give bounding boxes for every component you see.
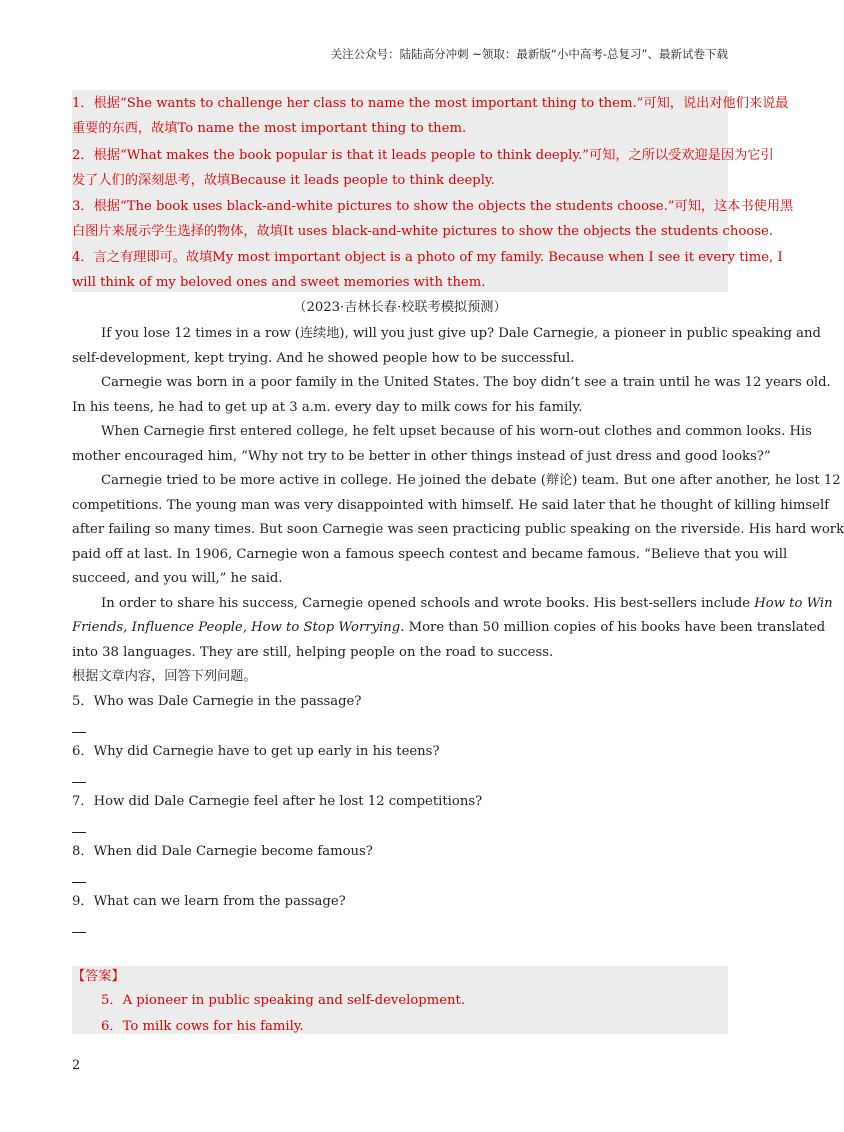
page-header: 关注公众号：陆陆高分冲刺 ~领取：最新版“小中高考-总复习”、最新试卷下载 <box>330 47 728 61</box>
passage-line: Carnegie tried to be more active in college. He joined the debate (辩论) team. But one after another, he lost 12 <box>101 473 841 488</box>
question-9: 9．What can we learn from the passage? <box>72 894 346 909</box>
passage-line: self-development, kept trying. And he showed people how to be successful. <box>72 351 575 366</box>
answer-item: 5．A pioneer in public speaking and self-development. <box>101 993 466 1008</box>
passage-line: into 38 languages. They are still, helping people on the road to success. <box>72 645 554 660</box>
explanation-line: 发了人们的深刻思考，故填Because it leads people to think deeply. <box>72 173 495 188</box>
passage-text: In order to share his success, Carnegie opened schools and wrote books. His best-sellers include <box>101 596 755 611</box>
passage-line <box>72 592 833 616</box>
passage-line: In his teens, he had to get up at 3 a.m. every day to milk cows for his family. <box>72 400 583 415</box>
passage-line <box>72 616 826 640</box>
passage-line: If you lose 12 times in a row (连续地), will you just give up? Dale Carnegie, a pioneer in public speaking and <box>101 326 821 341</box>
passage-line: mother encouraged him, ”Why not try to be better in other things instead of just dress and good looks?” <box>72 449 771 464</box>
passage-line: after failing so many times. But soon Carnegie was seen practicing public speaking on the riverside. His hard work <box>72 522 844 537</box>
passage-text: . More than 50 million copies of his books have been translated <box>400 620 826 635</box>
source-label: （2023·吉林长春·校联考模拟预测） <box>293 300 507 315</box>
explanation-line: 1．根据“She wants to challenge her class to name the most important thing to them.”可知，说出对他们来说最 <box>72 96 789 111</box>
answer-blank-7[interactable] <box>72 832 86 833</box>
answer-blank-6[interactable] <box>72 782 86 783</box>
passage-line: When Carnegie first entered college, he felt upset because of his worn-out clothes and common looks. His <box>101 424 812 439</box>
explanation-line: 2．根据“What makes the book popular is that it leads people to think deeply.”可知，之所以受欢迎是因为它引 <box>72 148 774 163</box>
passage-line: competitions. The young man was very disappointed with himself. He said later that he thought of killing himself <box>72 498 830 513</box>
explanation-line: 重要的东西，故填To name the most important thing to them. <box>72 121 467 136</box>
instruction-text: 根据文章内容，回答下列问题。 <box>72 669 257 684</box>
passage-line: paid off at last. In 1906, Carnegie won a famous speech contest and became famous. “Believe that you will <box>72 547 788 562</box>
explanation-line: 4．言之有理即可。故填My most important object is a photo of my family. Because when I see it every time, I <box>72 250 783 265</box>
answer-blank-5[interactable] <box>72 732 86 733</box>
passage-line: Carnegie was born in a poor family in the United States. The boy didn’t see a train until he was 12 years old. <box>101 375 831 390</box>
explanation-line: 3．根据“The book uses black-and-white pictures to show the objects the students choose.”可知，这本书使用黑 <box>72 199 794 214</box>
explanation-line: will think of my beloved ones and sweet memories with them. <box>72 275 486 290</box>
book-title: How to Win <box>754 596 833 611</box>
question-6: 6．Why did Carnegie have to get up early in his teens? <box>72 744 440 759</box>
answer-item: 6．To milk cows for his family. <box>101 1019 304 1034</box>
page-number: 2 <box>72 1058 81 1073</box>
answer-blank-9[interactable] <box>72 932 86 933</box>
question-5: 5．Who was Dale Carnegie in the passage? <box>72 694 362 709</box>
explanation-line: 白图片来展示学生选择的物体，故填It uses black-and-white pictures to show the objects the students choose. <box>72 224 773 239</box>
book-title: Friends, Influence People, How to Stop Worrying <box>72 620 401 635</box>
question-8: 8．When did Dale Carnegie become famous? <box>72 844 373 859</box>
question-7: 7．How did Dale Carnegie feel after he lost 12 competitions? <box>72 794 483 809</box>
answer-label: 【答案】 <box>72 969 125 984</box>
answer-blank-8[interactable] <box>72 882 86 883</box>
passage-line: succeed, and you will,” he said. <box>72 571 283 586</box>
